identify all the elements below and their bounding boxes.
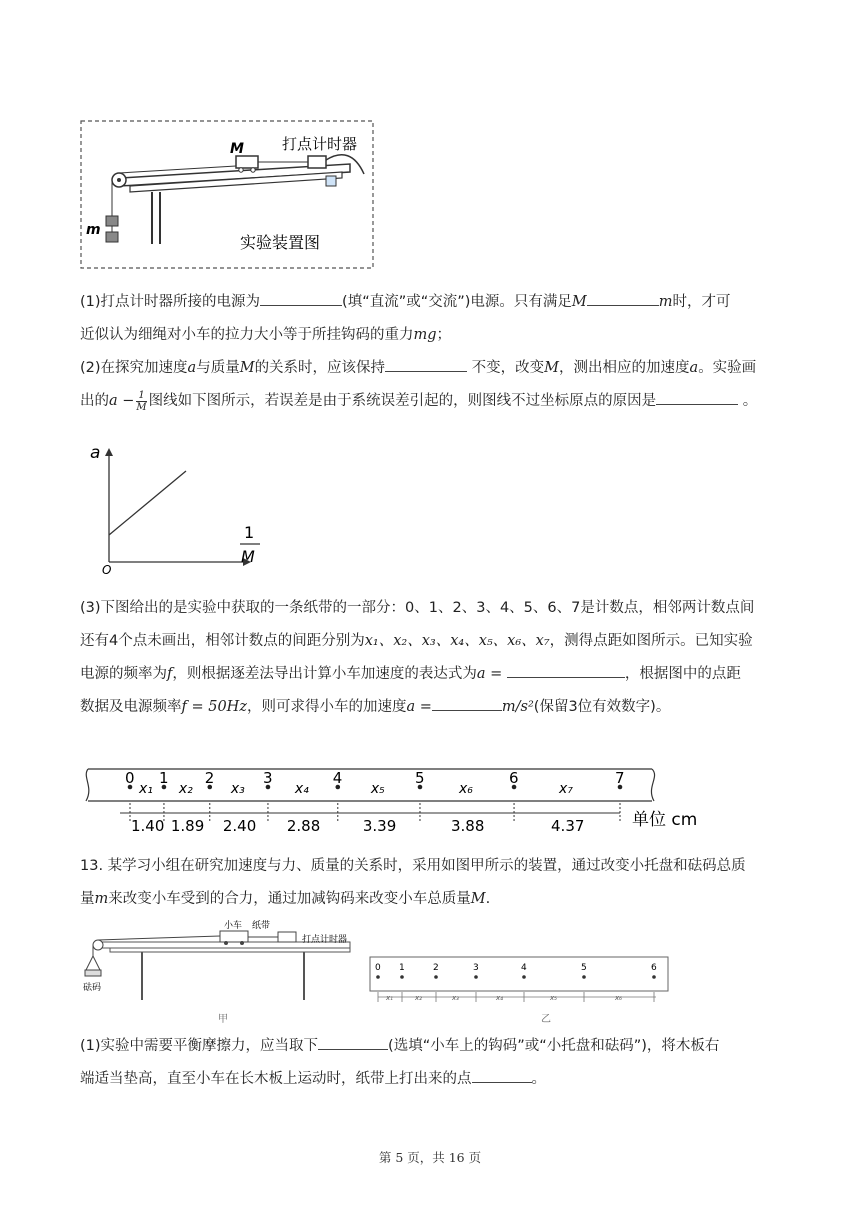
timer-label-jia: 打点计时器	[302, 935, 348, 945]
tape-distance-label: 2.88	[286, 817, 321, 835]
x-axis-num: 1	[244, 523, 255, 542]
tape-point-label: 7	[615, 769, 625, 787]
tape-distance-label: 3.88	[451, 817, 485, 835]
apparatus-figure	[80, 120, 375, 270]
mass-m-label: m	[86, 222, 101, 238]
question-part-2: (2)在探究加速度a与质量M的关系时，应该保持 不变，改变M，测出相应的加速度a。实验画 出的a − $\frac{1}{M}$ 图线如下图所示，若误差是由于系统误差引起的，则图线不过坐标原点的原因是 。	[80, 352, 790, 418]
apparatus-caption: 实验装置图	[240, 233, 321, 252]
answer-blank[interactable]	[260, 289, 342, 306]
tape-point-label: 5	[414, 769, 425, 787]
yi-segment-label: x₂	[415, 994, 422, 1002]
tape-point-label: 3	[262, 769, 273, 787]
yi-segment-label: x₆	[615, 994, 622, 1002]
yi-dot	[474, 975, 478, 979]
yi-point-label: 3	[473, 963, 479, 973]
yi-dot	[582, 975, 586, 979]
paper-tape-figure	[80, 765, 720, 840]
tape-segment-label: x₅	[370, 781, 385, 797]
tape-distance-label: 1.40	[130, 817, 165, 835]
figure-jia	[80, 918, 365, 1030]
a-vs-inverse-M-graph	[84, 440, 274, 575]
yi-segment-label: x₁	[386, 994, 393, 1002]
weights-label: 砝码	[83, 983, 102, 993]
origin-label: O	[102, 563, 112, 575]
yi-dot	[652, 975, 656, 979]
yi-dot	[522, 975, 526, 979]
yi-dot	[376, 975, 380, 979]
yi-segment-label: x₃	[452, 994, 459, 1002]
answer-blank[interactable]	[385, 355, 467, 372]
yi-point-label: 5	[581, 963, 587, 973]
x-axis-den: M	[241, 547, 255, 566]
caption-jia: 甲	[218, 1014, 228, 1025]
yi-segment-label: x₅	[550, 994, 557, 1002]
tape-segment-label: x₇	[559, 781, 573, 797]
tape-point-label: 4	[332, 769, 343, 787]
tape-distance-label: 2.40	[222, 817, 257, 835]
figure-yi	[368, 955, 673, 1030]
tape-unit-label: 单位 cm	[632, 810, 698, 830]
yi-dot	[434, 975, 438, 979]
tape-label: 纸带	[252, 921, 271, 931]
answer-blank[interactable]	[656, 388, 738, 405]
yi-point-label: 2	[433, 963, 439, 973]
caption-yi: 乙	[541, 1014, 551, 1025]
tape-point-label: 6	[509, 769, 519, 787]
yi-point-label: 0	[375, 963, 381, 973]
tape-distance-label: 3.39	[362, 817, 397, 835]
mass-M-label: M	[230, 141, 244, 157]
yi-segment-label: x₄	[496, 994, 503, 1002]
question-13: 13. 某学习小组在研究加速度与力、质量的关系时，采用如图甲所示的装置，通过改变小托盘和砝码总质 量m来改变小车受到的合力，通过加减钩码来改变小车总质量M.	[80, 858, 746, 907]
tape-distance-label: 1.89	[170, 817, 205, 835]
tape-distance-label: 4.37	[551, 817, 585, 835]
tape-point-label: 2	[204, 769, 215, 787]
yi-point-label: 4	[521, 963, 527, 973]
tape-segment-label: x₆	[459, 781, 473, 797]
yi-point-label: 6	[651, 963, 657, 973]
yi-dot	[400, 975, 404, 979]
answer-blank[interactable]	[472, 1066, 532, 1083]
timer-label: 打点计时器	[282, 135, 358, 153]
cart-label: 小车	[224, 921, 243, 931]
graph-line	[109, 471, 186, 535]
y-axis-label: a	[90, 443, 101, 463]
tape-segment-label: x₂	[178, 781, 193, 797]
page-footer: 第 5 页，共 16 页	[378, 1150, 482, 1165]
fraction-1-over-M: $\frac{1}{M}$	[136, 389, 147, 413]
tape-segment-label: x₁	[138, 781, 153, 797]
tape-point-label: 1	[158, 769, 169, 787]
tape-point-label: 0	[125, 769, 135, 787]
answer-blank[interactable]	[507, 661, 625, 678]
question-part-3: (3)下图给出的是实验中获取的一条纸带的一部分：0、1、2、3、4、5、6、7是计数点，相邻两计数点间 还有4个点未画出，相邻计数点的间距分别为x₁、x₂、x₃、x₄、x₅、x₆、x₇，测得点距如图所示。已知实验 电源的频率为f，则根据逐差法导出计算小车加速度的表达式为a = ，根据图中的点距 数据及电源频率f = 50Hz，则可求得小车的加速度a = m/s²(保留3位有效数字)。	[80, 600, 755, 715]
question-13-part-1: (1)实验中需要平衡摩擦力，应当取下 (选填“小车上的钩码”或“小托盘和砝码”)，将木板右 端适当垫高，直至小车在长木板上运动时，纸带上打出来的点 。	[80, 1030, 790, 1096]
tape-segment-label: x₃	[230, 781, 245, 797]
answer-blank[interactable]	[432, 694, 502, 711]
answer-blank[interactable]	[587, 289, 659, 306]
answer-blank[interactable]	[318, 1033, 388, 1050]
yi-point-label: 1	[399, 963, 405, 973]
question-part-1: (1)打点计时器所接的电源为 (填“直流”或“交流”)电源。只有满足M m时，才可 近似认为细绳对小车的拉力大小等于所挂钩码的重力mg；	[80, 286, 790, 352]
tape-segment-label: x₄	[294, 781, 309, 797]
